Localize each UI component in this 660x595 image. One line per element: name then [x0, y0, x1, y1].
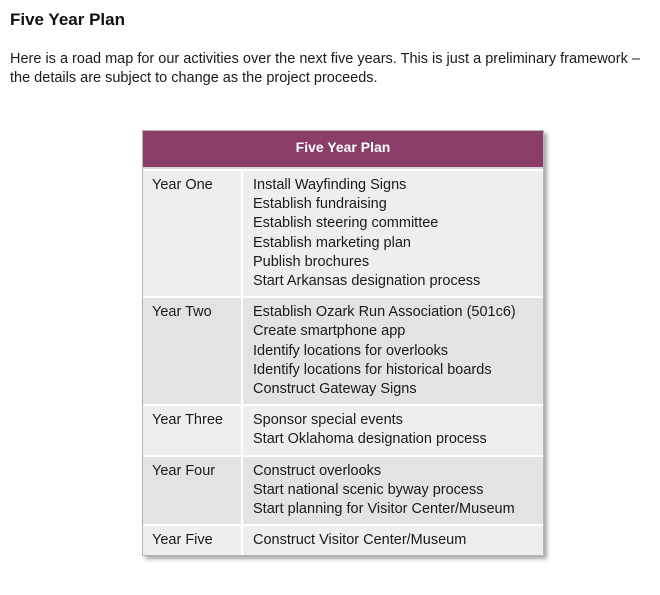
table-row-year-four	[143, 455, 543, 525]
activity-item: Publish brochures	[253, 253, 370, 270]
activity-item: Establish steering committee	[253, 215, 439, 232]
activity-item: Establish fundraising	[253, 196, 387, 213]
activity-item: Start Oklahoma designation process	[253, 431, 487, 448]
activities-cell	[243, 298, 543, 404]
table-row-year-three	[143, 404, 543, 454]
table-row-year-one	[143, 169, 543, 296]
activities-cell	[243, 171, 543, 296]
activity-item: Identify locations for overlooks	[253, 342, 449, 359]
activity-item: Sponsor special events	[253, 412, 403, 429]
table-row-year-five	[143, 524, 543, 555]
activity-item: Construct Gateway Signs	[253, 381, 417, 398]
year-label: Year Four	[143, 457, 243, 525]
activity-item: Identify locations for historical boards	[253, 361, 492, 378]
year-label: Year One	[143, 171, 243, 296]
activity-item: Create smartphone app	[253, 323, 406, 340]
five-year-plan-table	[142, 130, 544, 556]
activity-item: Start national scenic byway process	[253, 481, 484, 498]
document-title: Five Year Plan	[10, 10, 125, 29]
table-header: Five Year Plan	[143, 131, 543, 169]
activities-cell	[243, 457, 543, 525]
year-label: Year Two	[143, 298, 243, 404]
activities-cell	[243, 406, 543, 454]
activity-item: Start Arkansas designation process	[253, 273, 481, 290]
activity-item: Establish Ozark Run Association (501c6)	[253, 304, 516, 321]
activity-item: Construct overlooks	[253, 462, 382, 479]
activity-item: Construct Visitor Center/Museum	[253, 532, 467, 549]
intro-paragraph: Here is a road map for our activities over the next five years. This is just a preliminary framework – the details are subject to change as the project proceeds.	[10, 51, 640, 86]
year-label: Year Five	[143, 526, 243, 555]
activities-cell	[243, 526, 543, 555]
year-label: Year Three	[143, 406, 243, 454]
activity-item: Install Wayfinding Signs	[253, 177, 407, 193]
table-row-year-two	[143, 296, 543, 404]
activity-item: Start planning for Visitor Center/Museum	[253, 501, 515, 518]
activity-item: Establish marketing plan	[253, 234, 411, 251]
